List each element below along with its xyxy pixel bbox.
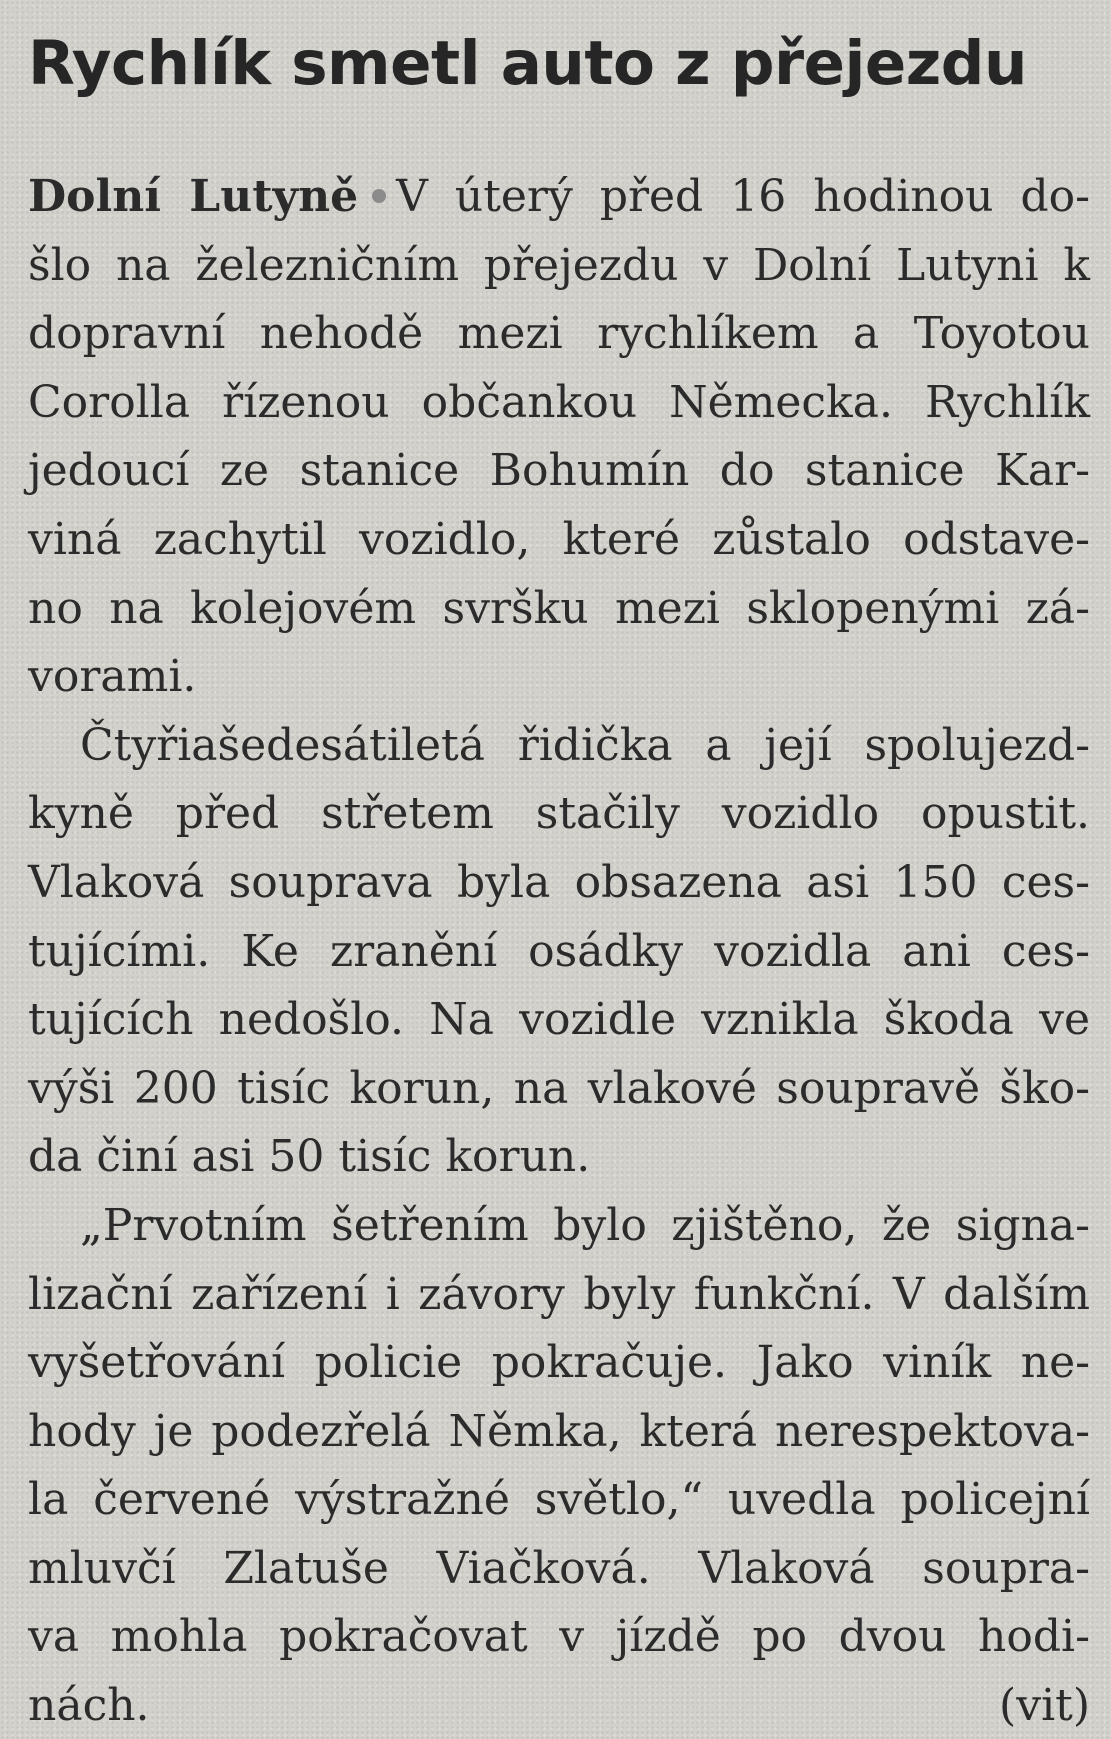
bullet-icon: [372, 189, 386, 203]
article-body: [28, 163, 1090, 1739]
article-line: jedoucí ze stanice Bohumín do stanice Kar-: [28, 445, 1090, 497]
article-line: la červené výstražné světlo,“ uvedla policejní: [28, 1474, 1090, 1526]
article-line: výši 200 tisíc korun, na vlakové soupravě ško-: [28, 1062, 1090, 1114]
article-line: da činí asi 50 tisíc korun.: [28, 1131, 591, 1183]
article-line: Čtyřiašedesátiletá řidička a její spolujezd-: [80, 719, 1090, 771]
article-line: viná zachytil vozidlo, které zůstalo odstave-: [28, 513, 1090, 565]
article-line: vorami.: [28, 651, 197, 703]
article-line-final: [28, 1672, 1090, 1739]
article-line: „Prvotním šetřením bylo zjištěno, že signa-: [80, 1199, 1090, 1251]
article-line: dopravní nehodě mezi rychlíkem a Toyotou: [28, 308, 1090, 360]
article-line: šlo na železničním přejezdu v Dolní Lutyni k: [28, 239, 1090, 291]
article-line: no na kolejovém svršku mezi sklopenými zá-: [28, 582, 1090, 634]
article-line: lizační zařízení i závory byly funkční. V dalším: [28, 1268, 1090, 1320]
article-line: vyšetřování policie pokračuje. Jako viník ne-: [28, 1337, 1090, 1389]
byline: (vit): [999, 1680, 1090, 1732]
article-line: mluvčí Zlatuše Viačková. Vlaková soupra-: [28, 1542, 1090, 1594]
article-line: Corolla řízenou občankou Německa. Rychlík: [28, 376, 1090, 428]
article-line: kyně před střetem stačily vozidlo opustit.: [28, 788, 1090, 840]
article-line: tujících nedošlo. Na vozidle vznikla škoda ve: [28, 994, 1090, 1046]
headline: Rychlík smetl auto z přejezdu: [28, 28, 1027, 99]
dateline: Dolní Lutyně: [28, 171, 359, 222]
article-line: va mohla pokračovat v jízdě po dvou hodi-: [28, 1611, 1090, 1663]
article-line: hody je podezřelá Němka, která nerespektova-: [28, 1405, 1090, 1457]
article-line: tujícími. Ke zranění osádky vozidla ani ces-: [28, 925, 1090, 977]
article-line: [28, 163, 1090, 232]
article-line: Vlaková souprava byla obsazena asi 150 ces-: [28, 856, 1090, 908]
article-line-text: nách.: [28, 1680, 150, 1732]
article-line-text: V úterý před 16 hodinou do-: [396, 171, 1090, 222]
